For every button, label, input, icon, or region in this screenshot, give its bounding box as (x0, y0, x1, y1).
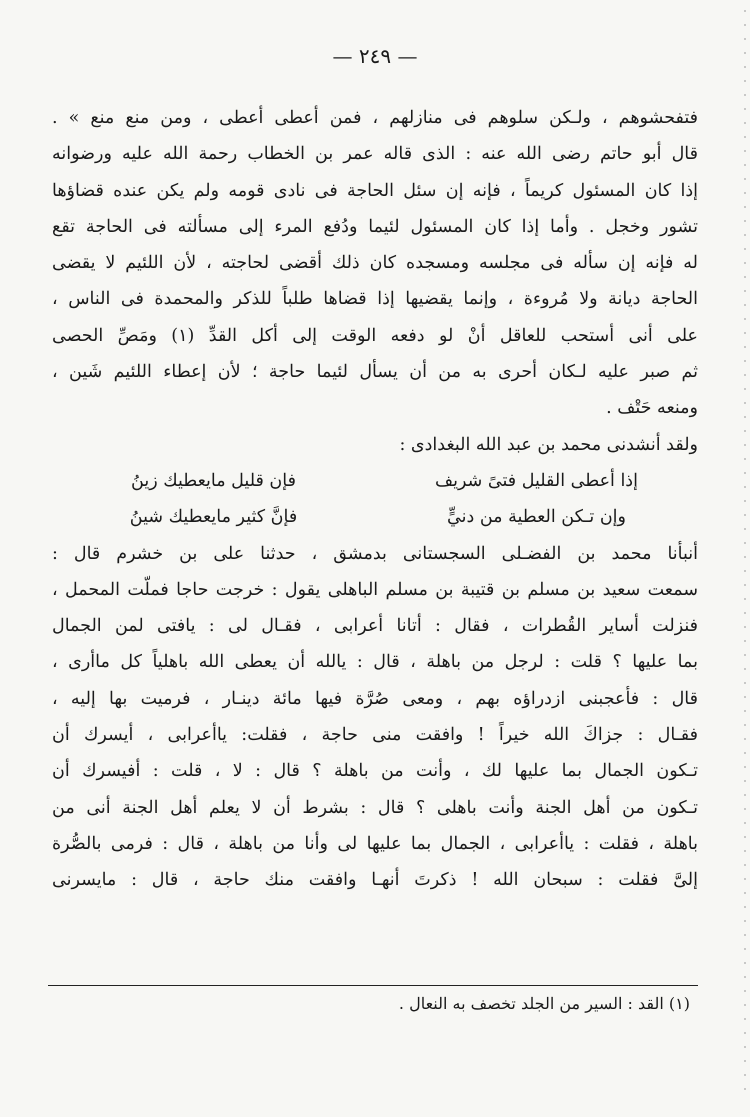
text-line: أنبأنا محمد بن الفضـلى السجستانى بدمشق ، حدثنا على بن خشرم قال : (52, 543, 698, 564)
text-line: فقـال : جزاكَ الله خيراً ! وافقت منى حاجة ، فقلت: ياأعرابى ، أيسرك أن (52, 725, 698, 746)
text-line: باهلة ، فقلت : ياأعرابى ، الجمال بما عليها لى وأنا من باهلة ، قال : فرمى بالصُّرة (52, 833, 698, 854)
text-line: تـكون من أهل الجنة وأنت باهلى ؟ قال : بشرط أن لا يعلم أهل الجنة أنى من (52, 797, 698, 818)
text-line: تـكون الجمال بما عليها لك ، وأنت من باهلة ؟ قال : لا ، قلت : أفيسرك أن (52, 761, 698, 782)
verse-second-hemistich: فإنَّ كثير مايعطيك شينُ (129, 507, 298, 528)
verse-first-hemistich: إذا أعطى القليل فتىً شريف (435, 470, 638, 491)
text-line: ومنعه حَتْف . (606, 398, 698, 419)
body-text (52, 100, 698, 899)
page-edge-marks (744, 10, 746, 1100)
text-line: تشور وخجل . وأما إذا كان المسئول لئيما ودُفع المرء إلى مسألته فى الحاجة تقع (52, 216, 698, 237)
text-line: إذا كان المسئول كريماً ، فإنه إن سئل الحاجة فى نادى قومه ولم يكن عنده قضاؤها (52, 180, 698, 201)
verse-line (52, 463, 698, 499)
text-line: الحاجة ديانة ولا مُروءة ، وإنما يقضيها إذا قضاها طلباً للذكر والمحمدة فى الناس ، (52, 289, 698, 310)
verse-second-hemistich: فإن قليل مايعطيك زينُ (131, 470, 296, 491)
text-line: ثم صبر عليه لـكان أحرى به من أن يسأل لئيما حاجة ؛ لأن إعطاء اللئيم شَين ، (52, 362, 698, 383)
text-line: ولقد أنشدنى محمد بن عبد الله البغدادى : (399, 434, 698, 455)
footnote-divider (48, 985, 698, 986)
verse-line (52, 499, 698, 535)
text-line: قال : فأعجبنى ازدراؤه بهم ، ومعى صُرَّة فيها مائة دينـار ، فرميت بها إليه ، (52, 688, 698, 709)
footnote: (١) القد : السير من الجلد تخصف به النعال . (398, 994, 690, 1013)
text-line: بما عليها ؟ قلت : لرجل من باهلة ، قال : يالله أن يعطى الله باهلياً كل ماأرى ، (52, 652, 698, 673)
text-line: له فإنه إن سأله فى مجلسه ومسجده كان ذلك أقضى لحاجته ، لأن اللئيم لا يقضى (52, 253, 698, 274)
text-line: قال أبو حاتم رضى الله عنه : الذى قاله عمر بن الخطاب رحمة الله عليه ورضوانه (52, 144, 698, 165)
page-number: — ٢٤٩ — (332, 44, 418, 68)
text-line: سمعت سعيد بن مسلم بن قتيبة بن مسلم الباهلى يقول : خرجت حاجا فملّت المحمل ، (52, 579, 698, 600)
text-line: فنزلت أساير القُطرات ، فقال : أتانا أعرابى ، فقـال لى : يافتى لمن الجمال (52, 616, 698, 637)
text-line: إلىَّ فقلت : سبحان الله ! ذكرتَ أنهـا وافقت منك حاجة ، قال : مايسرنى (52, 870, 698, 891)
verse-first-hemistich: وإن تـكن العطية من دنيٍّ (447, 507, 626, 528)
text-line: على أنى أستحب للعاقل أنْ لو دفعه الوقت إلى أكل القدِّ (١) ومَصِّ الحصى (52, 325, 698, 346)
text-line: فتفحشوهم ، ولـكن سلوهم فى منازلهم ، فمن أعطى أعطى ، ومن منع منع » . (52, 108, 698, 128)
